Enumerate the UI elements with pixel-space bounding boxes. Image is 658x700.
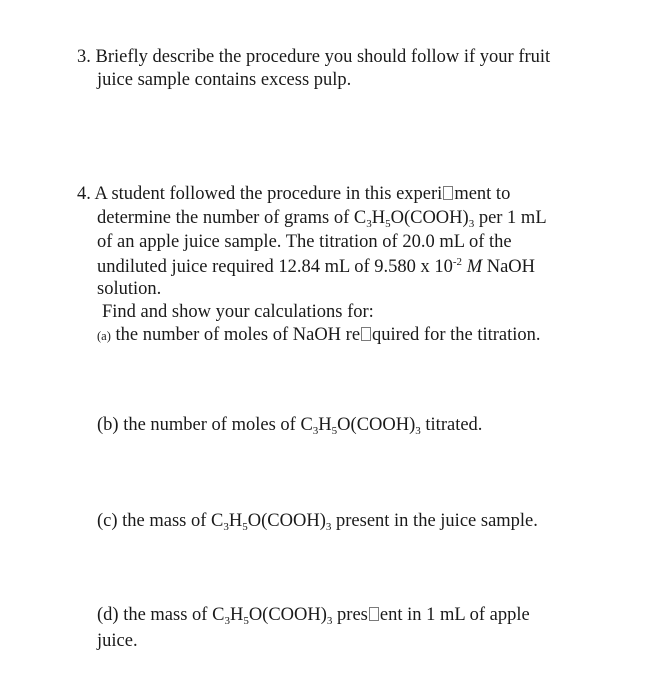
formula-ocooh: O(COOH) <box>247 511 326 531</box>
part-a <box>97 326 541 345</box>
q4-line-2 <box>97 209 547 230</box>
missing-glyph-icon <box>369 607 379 621</box>
molarity-symbol: M <box>466 257 483 277</box>
missing-glyph-icon <box>443 186 453 200</box>
q3-line-2 <box>97 71 351 90</box>
q4-text-2b: per 1 mL <box>478 208 547 228</box>
formula-sub: 5 <box>242 521 248 533</box>
part-c-text-b: present in the juice sample. <box>336 511 538 531</box>
formula-h: H <box>371 208 386 228</box>
exponent: -2 <box>452 256 463 268</box>
q3-number: 3. <box>77 47 91 67</box>
part-b-text-b: titrated. <box>425 415 483 435</box>
formula-sub: 3 <box>366 218 372 230</box>
q4-number: 4. <box>77 184 91 204</box>
formula-sub: 3 <box>326 615 333 627</box>
formula-sub: 5 <box>385 218 391 230</box>
part-b <box>97 416 482 437</box>
part-a-text-a: the number of moles of NaOH re <box>115 325 361 345</box>
q4-text-1b: ment to <box>454 184 511 204</box>
q3-text-2: juice sample contains excess pulp. <box>97 70 352 90</box>
formula-ocooh: O(COOH) <box>390 208 469 228</box>
q4-text-6: Find and show your calculations for: <box>102 302 374 322</box>
formula-ocooh: O(COOH) <box>337 415 416 435</box>
formula-sub: 3 <box>224 615 230 627</box>
q4-text-5: solution. <box>97 279 162 299</box>
part-b-text-a: (b) the number of moles of C <box>97 415 313 435</box>
formula-h: H <box>228 511 243 531</box>
q4-text-3: of an apple juice sample. The titration of 20.0 mL of the <box>97 232 512 252</box>
formula-sub: 3 <box>468 218 475 230</box>
formula-h: H <box>229 605 244 625</box>
part-d-line-2 <box>97 632 138 651</box>
part-d-line-1 <box>97 606 530 627</box>
part-a-text-b: quired for the titration. <box>372 325 541 345</box>
formula-sub: 5 <box>243 615 249 627</box>
formula-sub: 5 <box>331 425 338 437</box>
q3-text-1: Briefly describe the procedure you should follow if your fruit <box>95 47 551 67</box>
part-a-label: (a) <box>97 329 111 343</box>
formula-sub: 3 <box>312 425 319 437</box>
part-d-text-c: ent in 1 mL of apple <box>379 605 530 625</box>
q4-text-4b: NaOH <box>486 257 536 277</box>
q4-line-4 <box>97 257 535 277</box>
part-d-text-a: (d) the mass of C <box>97 605 225 625</box>
q4-line-1 <box>77 185 510 204</box>
missing-glyph-icon <box>361 327 371 341</box>
q4-line-3 <box>97 233 512 252</box>
part-d-text-2: juice. <box>97 631 138 651</box>
formula-sub: 3 <box>223 521 229 533</box>
q3-line-1 <box>77 48 550 67</box>
q4-text-2a: determine the number of grams of C <box>97 208 367 228</box>
formula-h: H <box>318 415 332 435</box>
formula-ocooh: O(COOH) <box>248 605 327 625</box>
q4-text-4a: undiluted juice required 12.84 mL of 9.580 x 10 <box>97 257 453 277</box>
formula-sub: 3 <box>325 521 332 533</box>
part-d-text-b: pres <box>337 605 368 625</box>
part-c-text-a: (c) the mass of C <box>97 511 224 531</box>
q4-line-6 <box>102 303 374 322</box>
part-c <box>97 512 538 533</box>
q4-line-5 <box>97 280 161 299</box>
q4-text-1a: A student followed the procedure in this experi <box>94 184 443 204</box>
formula-sub: 3 <box>415 425 421 437</box>
